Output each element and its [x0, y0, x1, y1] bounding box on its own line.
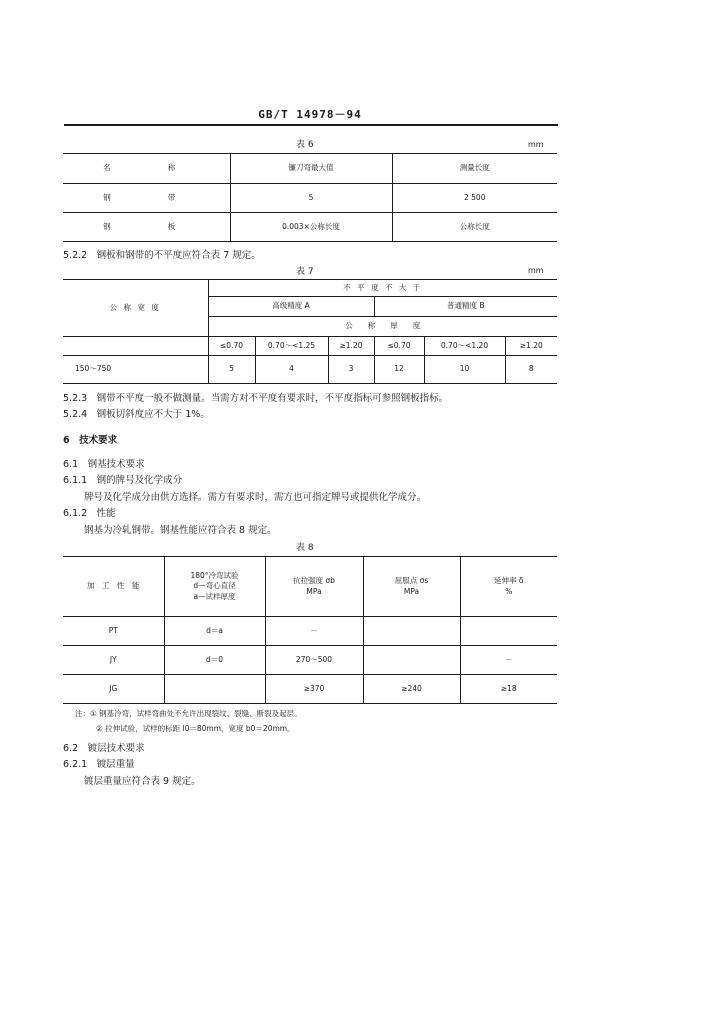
table8-cell	[164, 675, 265, 704]
table8-cell: ≥370	[265, 675, 363, 704]
table7-row-width: 150～750	[63, 356, 208, 384]
section-6: 6 技术要求	[63, 435, 118, 446]
table7-subhead-empty	[63, 337, 208, 356]
note-2: ② 拉伸试验，试样的标距 l0＝80mm，宽度 b0＝20mm。	[96, 724, 295, 733]
table8-cell: 270～500	[265, 646, 363, 675]
table7-subhead: ≤0.70	[374, 337, 424, 356]
table7-cell: 4	[255, 356, 328, 384]
table8-cell	[363, 646, 460, 675]
table7-cell: 5	[208, 356, 255, 384]
section-6-2: 6.2 镀层技术要求	[63, 743, 145, 754]
table7-cell: 8	[505, 356, 557, 384]
table8	[63, 556, 557, 704]
para-6-2-1: 镀层重量应符合表 9 规定。	[84, 776, 201, 787]
table8-head-tensile	[265, 557, 363, 617]
table7-head-grade-a: 高级精度 A	[208, 297, 374, 317]
table6-unit: mm	[528, 140, 544, 149]
table8-head-bend-line: a—试样厚度	[193, 591, 236, 601]
table6-head-max: 镰刀弯最大值	[230, 154, 392, 184]
table7-subhead: 0.70～<1.25	[255, 337, 328, 356]
table6-cell: 5	[230, 184, 392, 213]
table8-head-yield-line: 屈服点 σs	[394, 576, 429, 586]
section-6-1-2: 6.1.2 性能	[63, 508, 116, 519]
table6-cell: 公称长度	[392, 213, 557, 242]
table6	[63, 153, 557, 242]
section-6-1: 6.1 钢基技术要求	[63, 459, 145, 470]
table7-subhead: ≥1.20	[505, 337, 557, 356]
table6-cell: 0.003×公称长度	[230, 213, 392, 242]
table6-head-name: 名 称	[63, 154, 230, 184]
table8-head-processing: 加 工 性 能	[63, 557, 164, 617]
table8-head-bend	[164, 557, 265, 617]
table8-cell: d＝a	[164, 617, 265, 646]
table7-head-flatness: 不 平 度 不 大 于	[208, 280, 557, 297]
table7	[63, 279, 557, 384]
table7-subhead: ≥1.20	[328, 337, 374, 356]
table8-head-tensile-line: MPa	[306, 586, 322, 596]
table8-head-bend-line: 180°冷弯试验	[190, 571, 239, 581]
table8-cell	[363, 617, 460, 646]
table8-cell: ≥240	[363, 675, 460, 704]
table6-head-length: 测量长度	[392, 154, 557, 184]
table8-head-yield	[363, 557, 460, 617]
table8-cell: d＝0	[164, 646, 265, 675]
table7-subhead: 0.70～<1.20	[424, 337, 505, 356]
table8-cell: PT	[63, 617, 164, 646]
table7-cell: 12	[374, 356, 424, 384]
para-5-2-3: 5.2.3 钢带不平度一般不做测量。当需方对不平度有要求时，不平度指标可参照钢板指标。	[63, 393, 449, 404]
table8-head-tensile-line: 抗拉强度 σb	[293, 576, 335, 586]
table7-caption: 表 7	[296, 267, 314, 277]
table8-cell: JG	[63, 675, 164, 704]
standard-code: GB/T 14978－94	[258, 108, 362, 121]
para-5-2-4: 5.2.4 钢板切斜度应不大于 1%。	[63, 409, 210, 420]
table8-cell	[460, 617, 557, 646]
table8-cell: －	[460, 646, 557, 675]
table8-head-bend-line: d—弯心直径	[193, 581, 236, 591]
table8-head-yield-line: MPa	[403, 586, 420, 596]
table7-head-width: 公 称 宽 度	[63, 280, 208, 337]
table7-head-grade-b: 普通精度 B	[374, 297, 557, 317]
table7-cell: 10	[424, 356, 505, 384]
section-6-1-1: 6.1.1 钢的牌号及化学成分	[63, 475, 183, 486]
para-5-2-2: 5.2.2 钢板和钢带的不平度应符合表 7 规定。	[63, 250, 261, 261]
table8-cell: ≥18	[460, 675, 557, 704]
table6-cell: 2 500	[392, 184, 557, 213]
section-6-2-1: 6.2.1 镀层重量	[63, 759, 135, 770]
table8-head-elongation	[460, 557, 557, 617]
table8-cell: －	[265, 617, 363, 646]
table7-unit: mm	[528, 266, 544, 275]
para-6-1-1: 牌号及化学成分由供方选择。需方有要求时，需方也可指定牌号或提供化学成分。	[84, 492, 427, 503]
table8-head-elongation-line: %	[505, 586, 513, 596]
table6-cell: 钢 板	[63, 213, 230, 242]
table7-head-thickness: 公 称 厚 度	[208, 317, 557, 337]
table8-caption: 表 8	[296, 543, 314, 553]
table6-cell: 钢 带	[63, 184, 230, 213]
table8-cell: JY	[63, 646, 164, 675]
para-6-1-2: 钢基为冷轧钢带。钢基性能应符合表 8 规定。	[84, 525, 277, 536]
table6-caption: 表 6	[296, 140, 314, 150]
note-1: 注：① 钢基冷弯，试样弯曲处不允许出现裂纹、裂缝、断裂及起层。	[75, 709, 302, 718]
table7-subhead: ≤0.70	[208, 337, 255, 356]
table7-cell: 3	[328, 356, 374, 384]
header-rule	[64, 124, 558, 126]
table8-head-elongation-line: 延伸率 δ	[494, 576, 524, 586]
